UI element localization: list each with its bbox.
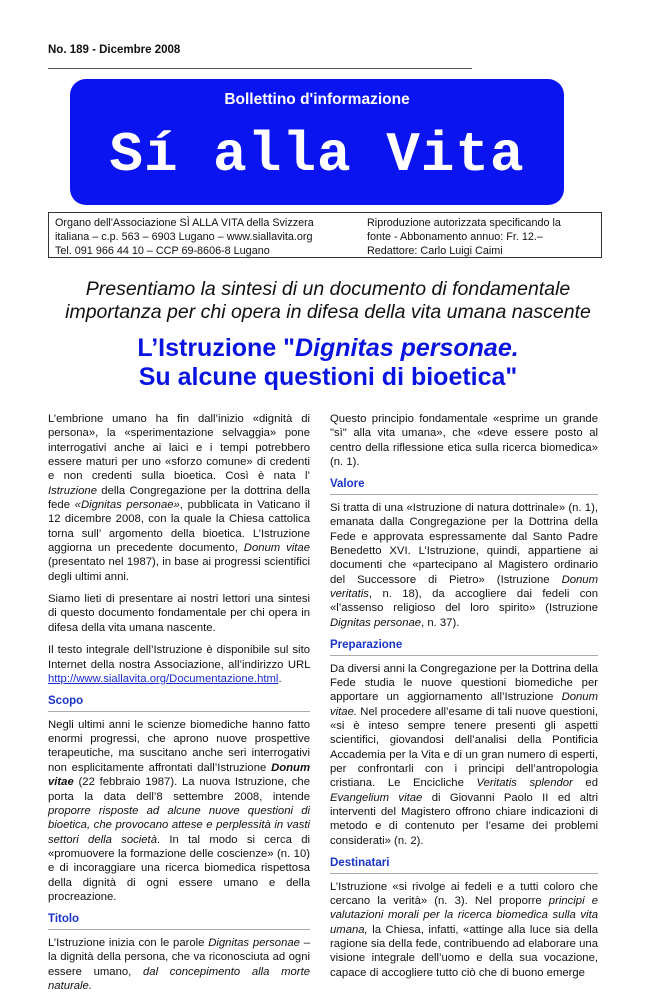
section-heading-scopo: Scopo	[48, 694, 310, 712]
header-divider	[48, 68, 472, 69]
section-heading-destinatari: Destinatari	[330, 856, 598, 874]
valore-paragraph: Si tratta di una «Istruzione di natura dottrinale» (n. 1), emanata dalla Congregazione per la Dottrina della Fede e approvata espressamente dal Santo Padre Benedetto XVI. L’Istruzione, quindi, appartiene ai documenti che «partecipano al Magistero ordinario del Successore di Pietro» (Istruzione Donum veritatis, n. 18), da accogliere dai fedeli con «l’assenso religioso del loro spirito» (Istruzione Dignitas personae, n. 37).	[330, 501, 598, 629]
documentation-link[interactable]: http://www.siallavita.org/Documentazione.html	[48, 672, 279, 685]
scopo-paragraph: Negli ultimi anni le scienze biomediche hanno fatto enormi progressi, che aprono nuove prospettive terapeutiche, ma suscitano anche seri interrogativi non esplicitamente affrontati dall’Istruzione Donum vitae (22 febbraio 1987). La nuova Istruzione, che porta la data dell’8 settembre 2008, intende proporre risposte ad alcune nuove questioni di bioetica, che provocano attese e perplessità in vasti settori della società. In tal modo si cerca di «promuovere la formazione delle coscienze» (n. 10) e di incoraggiare una ricerca biomedica rispettosa della dignità di ogni essere umano e della procreazione.	[48, 718, 310, 903]
destinatari-paragraph: L’Istruzione «si rivolge ai fedeli e a tutti coloro che cercano la verità» (n. 3). Nel proporre principi e valutazioni morali per la ricerca biomedica sulla vita umana, la Chiesa, infatti, «attinge alla luce sia della ragione sia della fede, contribuendo ad elaborare una visione integrale dell’uomo e della sua vocazione, capace di accogliere tutto ciò che di buono emerge	[330, 880, 598, 979]
title-line-1	[0, 334, 656, 363]
banner-subtitle: Bollettino d'informazione	[224, 91, 410, 108]
section-heading-valore: Valore	[330, 477, 598, 495]
title-line-2: Su alcune questioni di bioetica"	[138, 362, 518, 391]
title-prefix: L’Istruzione "	[137, 334, 296, 362]
intro-paragraph: Il testo integrale dell’Istruzione è disponibile sul sito Internet della nostra Associazione, all’indirizzo URL http://www.siallavita.org/Documentazione.html.	[48, 644, 310, 685]
section-heading-preparazione: Preparazione	[330, 638, 598, 656]
lead-text	[0, 278, 656, 325]
principle-paragraph: Questo principio fondamentale «esprime un grande "sì" alla vita umana», che «deve essere posto al centro della riflessione etica sulla ricerca biomedica» (n. 1).	[330, 413, 598, 469]
section-heading-titolo: Titolo	[48, 912, 310, 930]
subscription-line: Redattore: Carlo Luigi Caimi	[367, 244, 503, 257]
intro-paragraph: Siamo lieti di presentare ai nostri lettori una sintesi di questo documento fondamentale per chi opera in difesa della vita umana nascente.	[48, 593, 310, 634]
subscription-line: Riproduzione autorizzata specificando la	[367, 217, 561, 229]
issue-number: No. 189 - Dicembre 2008	[48, 44, 181, 56]
association-line: Organo dell'Associazione SÌ ALLA VITA della Svizzera	[55, 217, 314, 229]
publisher-info-box	[48, 212, 602, 258]
association-info	[55, 217, 355, 258]
banner-title: Sí alla Vita	[109, 123, 525, 187]
article-title	[0, 334, 656, 391]
association-line: Tel. 091 966 44 10 – CCP 69-8606-8 Lugano	[55, 244, 270, 257]
association-line: italiana – c.p. 563 – 6903 Lugano – www.siallavita.org	[55, 230, 313, 243]
masthead-banner	[70, 79, 564, 205]
lead-line: importanza per chi opera in difesa della vita umana nascente	[65, 301, 591, 324]
lead-line: Presentiamo la sintesi di un documento di fondamentale	[85, 278, 571, 300]
right-column	[330, 412, 598, 988]
subscription-line: fonte - Abbonamento annuo: Fr. 12.–	[367, 230, 543, 243]
subscription-info	[367, 217, 597, 258]
title-italic: Dignitas personae.	[295, 334, 519, 362]
preparazione-paragraph: Da diversi anni la Congregazione per la Dottrina della Fede studia le nuove questioni biomediche per apportare un aggiornamento all’Istruzione Donum vitae. Nel procedere all’esame di tali nuove questioni, «si è inteso sempre tenere presenti gli aspetti scientifici, giovandosi dell’analisi della Pontificia Accademia per la Vita e di un gran numero di esperti, per confrontarli con i principi dell’antropologia cristiana. Le Encicliche Veritatis splendor ed Evangelium vitae di Giovanni Paolo II ed altri interventi del Magistero offrono chiare indicazioni di metodo e di contenuto per l’esame dei problemi considerati» (n. 2).	[330, 662, 599, 847]
left-column	[48, 412, 310, 1001]
titolo-paragraph: L’Istruzione inizia con le parole Dignitas personae – la dignità della persona, che va riconosciuta ad ogni essere umano, dal concepimento alla morte naturale.	[48, 936, 311, 992]
intro-paragraph: L’embrione umano ha fin dall’inizio «dignità di persona», la «sperimentazione selvaggia» pone interrogativi anche ai laici e i tempi potrebbero essere maturi per uno «sforzo comune» di credenti e non credenti sulla bioetica. Così è nata l’ Istruzione della Congregazione per la dottrina della fede «Dignitas personae», pubblicata in Vaticano il 12 dicembre 2008, con la quale la Chiesa cattolica torna sull’ argomento della bioetica. L’Istruzione aggiorna un precedente documento, Donum vitae (presentato nel 1987), in base ai progressi scientifici degli ultimi anni.	[48, 413, 310, 583]
